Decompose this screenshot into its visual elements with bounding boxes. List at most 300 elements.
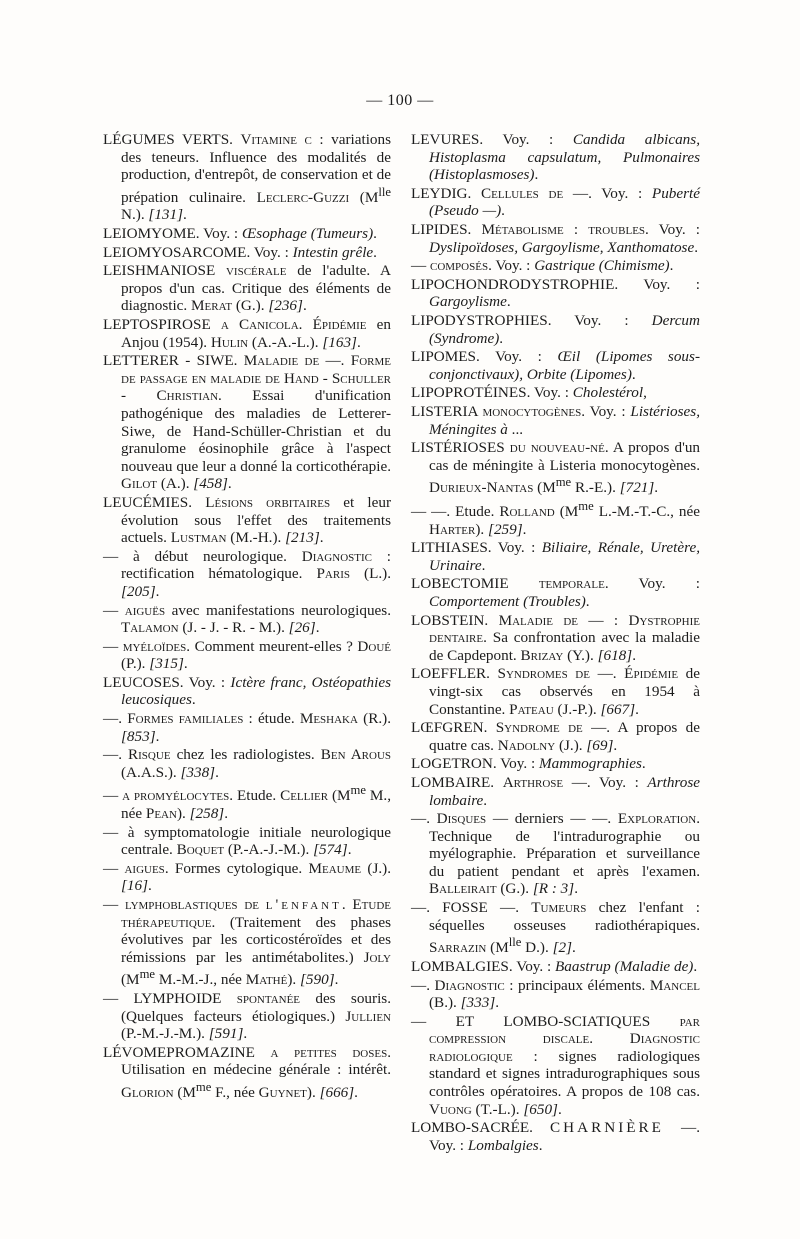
- entry-text: (R.).: [357, 710, 391, 728]
- entry-text: Forme de passage en maladie de Hand - Schuller - Christian: [121, 352, 391, 405]
- entry-text: [333]: [460, 994, 496, 1012]
- entry-text: a promyélocytes: [122, 787, 230, 805]
- entry-text: .: [669, 257, 674, 275]
- entry-text: ).: [287, 971, 300, 989]
- entry-text: .: [183, 655, 188, 673]
- index-entry: [103, 602, 391, 637]
- entry-text: LEIOMYOME. Voy. :: [103, 225, 242, 243]
- entry-text: . Sa confrontation avec la maladie de Capdepont.: [429, 629, 700, 664]
- entry-text: LEVURES. Voy. :: [411, 131, 573, 148]
- entry-text: : rectification hématologique.: [121, 547, 391, 583]
- entry-text: —: [103, 859, 125, 877]
- entry-text: Etude thérapeutique: [121, 896, 391, 931]
- entry-text: —: [103, 601, 125, 619]
- entry-text: LIPODYSTROPHIES. Voy. :: [411, 311, 652, 329]
- entry-text: .: [641, 755, 646, 773]
- entry-text: (M: [328, 787, 351, 805]
- index-entry: [411, 498, 700, 538]
- entry-text: ...: [507, 420, 524, 438]
- entry-text: . (Traitement des phases évolutives par les corticostéroïdes et des rémissions par les antimétabolites.): [121, 913, 391, 966]
- entry-text: [236]: [268, 297, 303, 315]
- index-entry: [411, 1013, 700, 1119]
- entry-text: .: [585, 592, 590, 610]
- entry-text: .: [227, 475, 232, 493]
- entry-text: Ben Arous: [320, 746, 392, 764]
- entry-text: Mancel: [649, 976, 700, 994]
- entry-text: —: [103, 637, 123, 655]
- entry-text: LISTÉRIOSES: [411, 439, 510, 457]
- entry-text: . Essai d'unification pathogénique des maladies de Letterer-Siwe, de Hand-Schüller-Christian et du granulome éosinophile grâce à l'aspect nouveau que leur a donné la corticothérapie.: [121, 387, 391, 475]
- entry-text: (B.).: [429, 994, 461, 1012]
- entry-text: des souris. (Quelques facteurs étiologiques.): [121, 990, 391, 1025]
- entry-text: .: [224, 805, 228, 823]
- entry-text: Lustman: [170, 529, 227, 547]
- entry-text: [666]: [319, 1084, 355, 1102]
- entry-text: : signes radiologiques standard et signes intradurographiques sous contrôles opératoires. A propos de 108 cas.: [429, 1047, 700, 1101]
- index-entry: [103, 548, 391, 601]
- index-entry: [411, 257, 700, 275]
- entry-text: L.-M.-T.-C., née: [593, 503, 700, 520]
- entry-text: .: [499, 329, 504, 347]
- entry-text: lymphoblastiques de: [124, 896, 266, 914]
- index-entry: [103, 1044, 391, 1102]
- entry-text: lle: [378, 184, 391, 199]
- entry-text: composés: [429, 257, 489, 275]
- entry-text: Candida albicans, Histoplasma capsulatum, Pulmonaires (Histoplasmoses): [429, 131, 700, 184]
- index-entry: [411, 977, 700, 1012]
- index-entry: [411, 384, 700, 402]
- entry-text: [131]: [148, 206, 184, 224]
- entry-text: l'enfant: [265, 896, 342, 914]
- entry-text: LŒFGREN.: [411, 719, 496, 737]
- index-entry: [411, 958, 700, 976]
- entry-text: Diagnostic: [301, 547, 372, 565]
- entry-text: (M.-H.).: [226, 529, 286, 547]
- entry-text: . Technique de l'intradurographie ou myélographie. Préparation et surveillance du patient pendant et après l'examen.: [429, 810, 700, 880]
- index-entry: [103, 244, 391, 262]
- entry-text: [258]: [189, 805, 225, 823]
- entry-text: .: [635, 700, 639, 718]
- entry-text: LEYDIG.: [411, 184, 482, 202]
- entry-text: Vitamine c: [240, 131, 312, 148]
- entry-text: —. Voy. :: [563, 184, 652, 202]
- entry-text: LOBSTEIN.: [411, 611, 499, 629]
- entry-text: (J.-P.).: [553, 700, 601, 718]
- entry-text: Maladie de: [498, 611, 579, 629]
- entry-text: : principaux éléments.: [504, 976, 650, 994]
- entry-text: —: [411, 257, 430, 275]
- entry-text: Lombalgies: [467, 1136, 539, 1154]
- entry-text: [591]: [208, 1025, 244, 1043]
- entry-text: — LYMPHOIDE: [103, 990, 237, 1008]
- entry-text: .: [373, 243, 377, 261]
- index-entry: [411, 403, 700, 438]
- entry-text: R.-E.).: [571, 479, 620, 497]
- entry-text: (A.-A.-L.).: [248, 333, 323, 351]
- entry-text: Syndromes de: [497, 665, 590, 683]
- entry-text: Ictère franc, Ostéopathies leucosiques: [121, 673, 391, 709]
- entry-text: .: [538, 1136, 543, 1154]
- entry-text: (M: [121, 971, 140, 989]
- entry-text: .: [693, 957, 698, 975]
- index-entry: [103, 860, 391, 895]
- entry-text: Comportement (Troubles): [429, 592, 586, 610]
- entry-text: .: [341, 896, 353, 914]
- entry-text: . Voy. :: [645, 220, 701, 238]
- entry-text: .: [506, 293, 511, 311]
- entry-text: viscérale: [225, 262, 287, 280]
- entry-text: — ET LOMBO-SCIATIQUES: [411, 1012, 680, 1030]
- entry-text: —: [103, 787, 123, 805]
- entry-text: me: [555, 475, 572, 490]
- entry-text: (M: [173, 1084, 196, 1102]
- entry-text: LEPTOSPIROSE: [103, 316, 221, 333]
- entry-text: ).: [475, 520, 489, 538]
- index-entry: [103, 638, 391, 673]
- entry-text: LOBECTOMIE: [411, 575, 539, 593]
- index-entry: [411, 810, 700, 898]
- entry-text: me: [578, 498, 594, 513]
- entry-text: Joly: [363, 948, 391, 966]
- entry-text: Arthrose: [502, 773, 564, 791]
- entry-text: LOMBO-SACRÉE.: [411, 1119, 551, 1137]
- entry-text: Épidémie: [624, 665, 679, 683]
- entry-text: .: [148, 877, 152, 895]
- entry-text: Puberté (Pseudo —): [429, 184, 700, 220]
- entry-text: N.).: [121, 206, 149, 224]
- entry-text: spontanée: [236, 990, 301, 1008]
- entry-text: Biliaire, Rénale, Uretère, Urinaire: [429, 539, 701, 574]
- entry-text: par compression discale. Diagnostic radiologique: [429, 1012, 700, 1065]
- entry-text: de l'adulte. A propos d'un cas. Critique des éléments de diagnostic.: [121, 262, 392, 315]
- entry-text: .: [155, 582, 160, 600]
- entry-text: .: [356, 333, 361, 351]
- entry-text: Disques: [436, 810, 487, 828]
- entry-text: LEUCOSES. Voy. :: [103, 673, 231, 691]
- entry-text: Intestin grêle: [292, 243, 374, 261]
- entry-text: LIPOCHONDRODYSTROPHIE. Voy. :: [411, 275, 700, 293]
- entry-text: LOEFFLER.: [411, 665, 498, 683]
- entry-text: Gargoylisme: [429, 293, 507, 311]
- entry-text: Balleirait: [429, 880, 497, 898]
- entry-text: [R : 3]: [532, 880, 575, 898]
- entry-text: .: [155, 727, 160, 745]
- entry-text: . Comment meurent-elles ?: [186, 637, 358, 655]
- entry-text: .: [654, 479, 659, 497]
- index-entry: [411, 612, 700, 665]
- entry-text: me: [195, 1080, 212, 1095]
- entry-text: chez l'enfant : séquelles osseuses radiothérapiques.: [429, 899, 700, 934]
- entry-text: LEISHMANIOSE: [103, 262, 226, 280]
- entry-text: chez les radiologistes.: [170, 746, 321, 764]
- entry-text: .: [319, 529, 324, 547]
- index-entry: [103, 710, 391, 745]
- entry-text: du nouveau-né: [509, 439, 605, 457]
- entry-text: . Voy. :: [581, 402, 631, 420]
- entry-text: [163]: [322, 333, 357, 351]
- entry-text: LIPIDES.: [411, 220, 482, 238]
- entry-text: Meshaka: [299, 710, 358, 728]
- entry-text: lle: [508, 935, 522, 950]
- entry-text: —.: [411, 976, 435, 994]
- entry-text: ).: [306, 1084, 320, 1102]
- entry-text: —.: [319, 352, 351, 370]
- entry-text: aiguës: [124, 601, 166, 619]
- entry-text: (M: [486, 939, 509, 957]
- entry-text: Arthrose lombaire: [429, 773, 701, 809]
- entry-text: Durieux-Nantas: [429, 479, 534, 497]
- entry-text: monocytogènes: [482, 402, 582, 420]
- index-entry: [411, 774, 700, 809]
- entry-text: de vingt-six cas observés en 1954 à Constantine.: [429, 665, 701, 718]
- entry-text: [2]: [552, 939, 572, 957]
- entry-text: .: [315, 619, 320, 637]
- index-entry: [103, 896, 391, 989]
- entry-text: .: [631, 365, 636, 383]
- index-entry: [411, 1119, 700, 1154]
- entry-text: Cellules de: [481, 184, 564, 202]
- index-entry: [103, 674, 391, 709]
- entry-text: —. Voy. :: [563, 773, 648, 791]
- entry-text: LÉVOMEPROMAZINE: [103, 1043, 271, 1061]
- entry-text: . A propos d'un cas de méningite à Listeria monocytogènes.: [429, 439, 701, 474]
- index-entry: [103, 262, 391, 315]
- entry-text: .: [557, 1100, 562, 1118]
- entry-text: [315]: [149, 655, 184, 673]
- entry-text: Œsophage (Tumeurs): [241, 225, 374, 243]
- entry-text: [69]: [586, 736, 614, 754]
- index-entry: [411, 539, 700, 574]
- entry-text: LISTERIA: [411, 402, 483, 420]
- entry-text: Gilot: [121, 475, 158, 493]
- entry-text: Dyslipoïdoses, Gargoylisme, Xanthomatose: [429, 238, 695, 256]
- entry-text: ,: [643, 384, 647, 402]
- index-entry: [411, 719, 700, 754]
- entry-text: Mathé: [245, 971, 288, 989]
- entry-text: .: [302, 297, 307, 315]
- index-entry: [103, 824, 391, 859]
- entry-text: .: [632, 646, 636, 664]
- entry-text: (L.).: [349, 565, 391, 583]
- index-entry: [411, 131, 700, 184]
- entry-text: — à symptomatologie initiale neurologique centrale.: [103, 823, 391, 859]
- entry-text: (M: [349, 188, 379, 206]
- entry-text: Lésions orbitaires: [205, 493, 331, 511]
- entry-text: Merat: [191, 297, 233, 315]
- entry-text: Guynet: [258, 1084, 307, 1102]
- entry-text: Pateau: [509, 700, 554, 718]
- index-entry: [103, 225, 391, 243]
- entry-text: (M: [533, 479, 556, 497]
- entry-text: Dystrophie dentaire: [429, 611, 700, 647]
- entry-text: me: [139, 967, 156, 982]
- entry-text: [458]: [193, 475, 228, 493]
- entry-text: — derniers — —.: [486, 810, 618, 828]
- entry-text: .: [495, 994, 500, 1012]
- entry-text: Paris: [316, 565, 350, 583]
- entry-text: [667]: [600, 700, 636, 718]
- entry-text: Jullien: [345, 1007, 391, 1025]
- entry-text: .: [373, 225, 377, 243]
- left-column: [103, 131, 391, 1103]
- entry-text: [650]: [523, 1100, 558, 1118]
- entry-text: Hulin: [210, 333, 249, 351]
- entry-text: Mammographies: [538, 755, 642, 773]
- entry-text: en Anjou (1954).: [121, 316, 391, 351]
- entry-text: LETTERER - SIWE.: [103, 352, 244, 370]
- entry-text: Cellier: [280, 787, 329, 805]
- entry-text: — —. Etude.: [411, 503, 500, 520]
- entry-text: et leur évolution sous l'effet des traitements actuels.: [121, 493, 392, 547]
- index-entry: [103, 352, 391, 493]
- entry-text: Cholestérol: [572, 384, 644, 402]
- entry-text: —. A propos de quatre cas.: [429, 719, 700, 754]
- entry-text: avec manifestations neurologiques.: [165, 601, 392, 619]
- entry-text: [259]: [488, 520, 523, 538]
- index-entry: [411, 575, 700, 610]
- entry-text: Maladie de: [243, 352, 320, 370]
- entry-text: — :: [578, 611, 629, 629]
- entry-text: Gastrique (Chimisme): [534, 257, 670, 275]
- entry-text: : variations des teneurs. Influence des modalités de production, d'entrepôt, de conservation et de prépation culinaire.: [121, 131, 392, 206]
- entry-text: — à début neurologique.: [103, 547, 302, 565]
- entry-text: (G.).: [232, 297, 269, 315]
- entry-text: —.: [589, 665, 625, 683]
- entry-text: —. FOSSE —.: [411, 899, 532, 917]
- entry-text: Sarrazin: [429, 939, 487, 957]
- entry-text: (P.-A.-J.-M.).: [224, 841, 314, 859]
- entry-text: . Voy. :: [604, 575, 700, 593]
- right-column: [411, 131, 700, 1155]
- entry-text: (P.-M.-J.-M.).: [121, 1025, 209, 1043]
- entry-text: .: [694, 238, 698, 256]
- entry-text: M., née: [121, 787, 391, 823]
- entry-text: [721]: [619, 479, 655, 497]
- entry-text: Listérioses, Méningites à: [429, 402, 701, 438]
- entry-text: LOMBAIRE.: [411, 773, 503, 791]
- entry-text: .: [572, 939, 576, 957]
- entry-text: (G.).: [496, 880, 533, 898]
- entry-text: Boquet: [176, 841, 225, 859]
- entry-text: .: [483, 791, 488, 809]
- entry-text: LOGETRON. Voy. :: [411, 755, 539, 773]
- entry-text: —: [103, 896, 125, 914]
- index-entry: [103, 782, 391, 822]
- entry-text: [590]: [300, 971, 335, 989]
- entry-text: Baastrup (Maladie de): [555, 957, 694, 975]
- entry-text: LEIOMYOSARCOME. Voy. :: [103, 243, 293, 261]
- entry-text: LITHIASES. Voy. :: [411, 539, 542, 557]
- index-entry: [103, 316, 391, 351]
- entry-text: . Etude.: [229, 787, 281, 805]
- entry-text: F., née: [211, 1084, 259, 1102]
- entry-text: .: [613, 736, 618, 754]
- entry-text: (J.).: [555, 736, 587, 754]
- entry-text: Pean: [145, 805, 177, 823]
- entry-text: Leclerc-Guzzi: [256, 188, 350, 206]
- entry-text: (A.A.S.).: [121, 763, 181, 781]
- entry-text: Harter: [429, 520, 476, 538]
- index-entry: [411, 221, 700, 256]
- entry-text: LIPOMES. Voy. :: [411, 348, 558, 366]
- entry-text: .: [354, 1084, 358, 1102]
- entry-text: a petites doses: [270, 1043, 388, 1061]
- entry-text: .: [522, 520, 527, 538]
- entry-text: —.: [411, 810, 437, 828]
- page-number: — 100 —: [366, 92, 434, 109]
- index-entry: [411, 348, 700, 383]
- index-entry: [411, 276, 700, 311]
- entry-text: D.).: [521, 939, 553, 957]
- entry-text: temporale: [538, 575, 605, 593]
- entry-text: Rolland: [499, 503, 555, 520]
- index-entry: [411, 439, 700, 497]
- entry-text: (J. - J. - R. - M.).: [178, 619, 289, 637]
- entry-text: Glorion: [121, 1084, 174, 1102]
- entry-text: (J.).: [361, 859, 392, 877]
- entry-text: .: [347, 841, 352, 859]
- entry-text: Meaume: [308, 859, 362, 877]
- index-entry: [411, 755, 700, 773]
- entry-text: Syndrome de: [495, 719, 583, 737]
- entry-text: . Formes cytologique.: [164, 859, 309, 877]
- entry-text: LÉGUMES VERTS.: [103, 131, 241, 148]
- entry-text: Exploration: [617, 810, 697, 828]
- entry-text: LEUCÉMIES.: [103, 493, 206, 511]
- entry-text: (M: [554, 503, 579, 520]
- entry-text: [213]: [285, 529, 320, 547]
- entry-text: .: [334, 971, 339, 989]
- entry-text: —.: [103, 710, 128, 728]
- index-entry: [103, 746, 391, 781]
- entry-text: .: [501, 202, 505, 220]
- entry-text: —.: [103, 746, 129, 764]
- entry-text: [205]: [121, 582, 156, 600]
- entry-text: [338]: [180, 763, 216, 781]
- entry-text: Nadolny: [497, 736, 556, 754]
- entry-text: .: [574, 880, 578, 898]
- entry-text: (P.).: [121, 655, 150, 673]
- entry-text: [853]: [121, 727, 156, 745]
- entry-text: (Y.).: [563, 646, 598, 664]
- entry-text: : étude.: [243, 710, 300, 728]
- entry-text: LIPOPROTÉINES. Voy. :: [411, 384, 573, 402]
- entry-text: .: [481, 556, 486, 574]
- entry-text: Œil (Lipomes sous-conjonctivaux), Orbite (Lipomes): [429, 348, 700, 383]
- entry-text: .: [215, 763, 219, 781]
- entry-text: Brizay: [520, 646, 564, 664]
- entry-text: a Canicola. Épidémie: [220, 316, 367, 333]
- entry-text: .: [191, 691, 196, 709]
- entry-text: ).: [176, 805, 190, 823]
- index-entry: [103, 494, 391, 547]
- index-entry: [411, 312, 700, 347]
- entry-text: [26]: [288, 619, 316, 637]
- entry-text: M.-M.-J., née: [155, 971, 246, 989]
- entry-text: .: [183, 206, 187, 224]
- index-entry: [411, 899, 700, 957]
- entry-text: LOMBALGIES. Voy. :: [411, 957, 556, 975]
- entry-text: (A.).: [157, 475, 194, 493]
- index-entry: [411, 665, 700, 718]
- entry-text: Dercum (Syndrome): [429, 311, 700, 347]
- entry-text: .: [243, 1025, 248, 1043]
- entry-text: [574]: [313, 841, 348, 859]
- entry-text: . Utilisation en médecine générale : intérêt.: [121, 1043, 392, 1079]
- entry-text: Formes familiales: [127, 710, 244, 728]
- index-entry: [103, 131, 391, 224]
- entry-text: Risque: [128, 746, 171, 764]
